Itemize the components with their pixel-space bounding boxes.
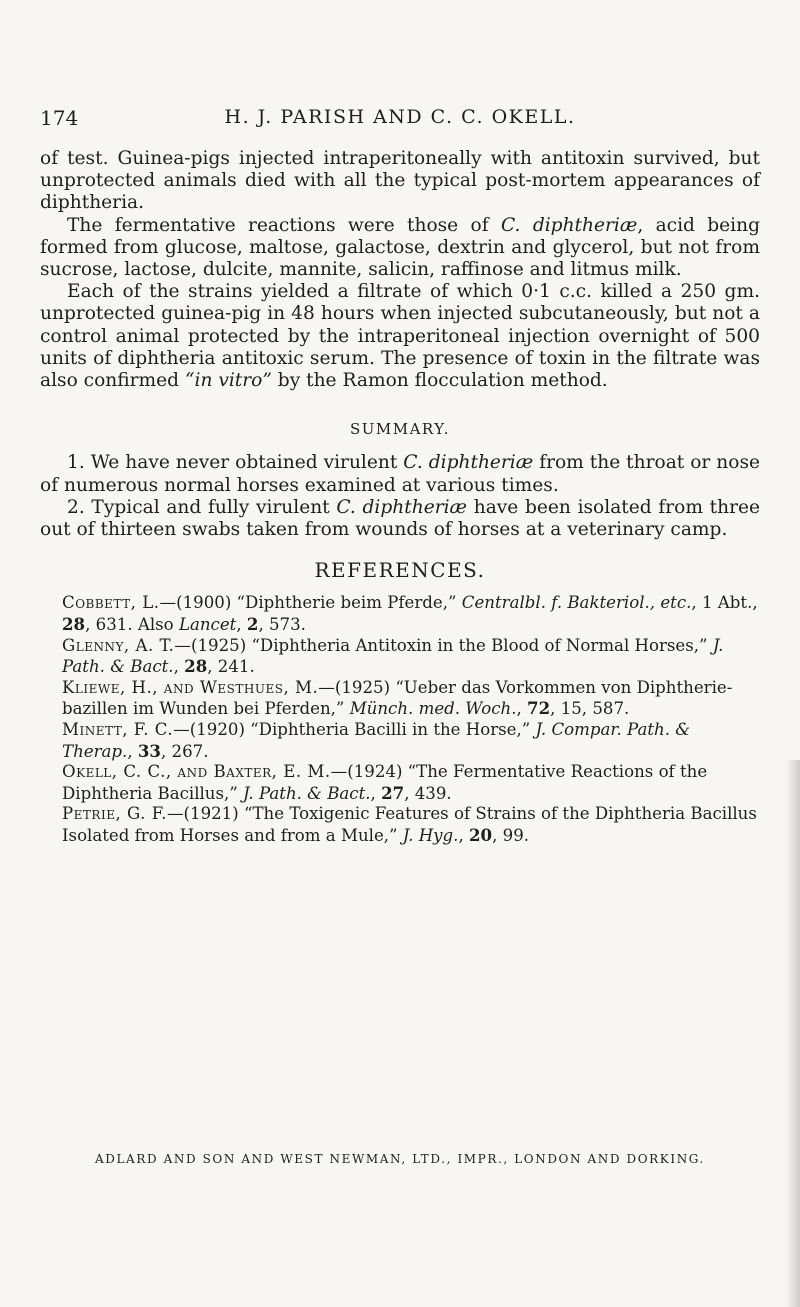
- text: ,: [370, 783, 382, 803]
- text: , 1 Abt.,: [691, 593, 758, 613]
- text: , 439.: [404, 783, 452, 803]
- page-edge-shadow: [786, 760, 800, 1307]
- text: 2. Typical and fully virulent: [67, 496, 337, 518]
- ref-volume: 28: [62, 614, 86, 635]
- summary-item-2: [40, 497, 760, 541]
- text: —(1925) “Ueber das Vorkommen von Diphtherie-bazillen im Wunden bei Pferden,”: [62, 677, 733, 719]
- printer-imprint: ADLARD AND SON AND WEST NEWMAN, LTD., IMPR., LONDON AND DORKING.: [95, 1152, 705, 1166]
- paragraph-toxin: [40, 281, 760, 392]
- text: 1. We have never obtained virulent: [67, 452, 404, 474]
- species-name: C. diphtheriæ: [403, 452, 534, 474]
- text: have been isolated from three out of thirteen swabs taken from wounds of horses at a veterinary camp.: [40, 496, 760, 541]
- ref-volume: 33: [137, 740, 161, 761]
- reference-okell: [40, 762, 760, 804]
- ref-author: Okell, C. C., and Baxter, E. M.: [62, 762, 331, 782]
- paragraph-fermentation: [40, 215, 760, 282]
- summary-heading: SUMMARY.: [349, 420, 451, 439]
- ref-volume: 28: [184, 656, 208, 677]
- text: , 241.: [207, 657, 255, 677]
- reference-minett: [40, 720, 760, 762]
- ref-journal: J. Path. & Bact.: [243, 783, 371, 803]
- paragraph-test-results: of test. Guinea-pigs injected intraperitoneally with antitoxin survived, but unprotected animals died with all the typical post-mortem appearances of diphtheria.: [40, 148, 760, 214]
- ref-journal: J. Path. & Bact.: [62, 635, 724, 677]
- reference-list: [40, 593, 760, 846]
- reference-cobbett: [40, 593, 760, 635]
- body-text: [40, 148, 760, 847]
- references-heading: REFERENCES.: [314, 558, 486, 583]
- ref-author: Cobbett, L.: [62, 593, 160, 613]
- ref-journal: J. Compar. Path. & Therap.: [62, 720, 691, 761]
- ref-journal: Centralbl. f. Bakteriol., etc.: [461, 593, 692, 613]
- page-header: [40, 106, 760, 136]
- text: ,: [236, 615, 247, 635]
- ref-author: Petrie, G. F.: [62, 804, 167, 824]
- text: Each of the strains yielded a filtrate of which 0·1 c.c. killed a 250 gm. unprotected guinea-pig in 48 hours when injected subcutaneously, but not a control animal protected by the intraperitoneal injection overnight of 500 units of diphtheria antitoxic serum. The presence of toxin in the filtrate was also confirmed: [40, 281, 760, 392]
- species-name: C. diphtheriæ: [500, 214, 638, 236]
- text: by the Ramon flocculation method.: [271, 370, 608, 392]
- summary-item-1: [40, 452, 760, 496]
- species-name: C. diphtheriæ: [336, 496, 468, 518]
- text: The fermentative reactions were those of: [67, 214, 501, 236]
- text: —(1920) “Diphtheria Bacilli in the Horse,”: [173, 720, 536, 740]
- in-vitro-term: “in vitro”: [185, 370, 272, 392]
- text: —(1921) “The Toxigenic Features of Strains of the Diphtheria Bacillus Isolated from Horses and from a Mule,”: [62, 804, 757, 845]
- text: , 99.: [492, 825, 530, 845]
- running-head: H. J. PARISH AND C. C. OKELL.: [224, 106, 576, 128]
- ref-journal: Münch. med. Woch.: [349, 699, 517, 719]
- text: from the throat or nose of numerous normal horses examined at various times.: [40, 452, 761, 496]
- text: ,: [516, 699, 528, 719]
- text: , acid being formed from glucose, maltose, galactose, dextrin and glycerol, but not from sucrose, lactose, dulcite, mannite, salicin, raffinose and litmus milk.: [40, 214, 761, 281]
- ref-volume: 20: [469, 824, 493, 845]
- text: —(1925) “Diphtheria Antitoxin in the Blood of Normal Horses,”: [174, 635, 713, 655]
- text: —(1924) “The Fermentative Reactions of the Diphtheria Bacillus,”: [62, 762, 708, 803]
- text: , 15, 587.: [550, 699, 630, 719]
- ref-journal: Lancet: [178, 615, 237, 635]
- text: ,: [458, 825, 470, 845]
- ref-author: Glenny, A. T.: [62, 635, 175, 655]
- reference-kliewe: [40, 678, 760, 720]
- text: —(1900) “Diphtherie beim Pferde,”: [159, 593, 462, 613]
- ref-author: Kliewe, H., and Westhues, M.: [62, 677, 319, 697]
- text: ,: [127, 741, 138, 761]
- text: , 267.: [160, 741, 209, 761]
- text: , 631. Also: [85, 615, 179, 635]
- text: ,: [173, 657, 185, 677]
- ref-volume: 72: [527, 698, 551, 719]
- ref-journal: J. Hyg.: [402, 825, 459, 845]
- reference-petrie: [40, 804, 760, 846]
- ref-author: Minett, F. C.: [62, 720, 174, 740]
- ref-volume: 27: [381, 782, 405, 803]
- text: , 573.: [258, 615, 306, 635]
- reference-glenny: [40, 636, 760, 678]
- ref-volume: 2: [246, 614, 259, 635]
- page-number: 174: [40, 106, 79, 130]
